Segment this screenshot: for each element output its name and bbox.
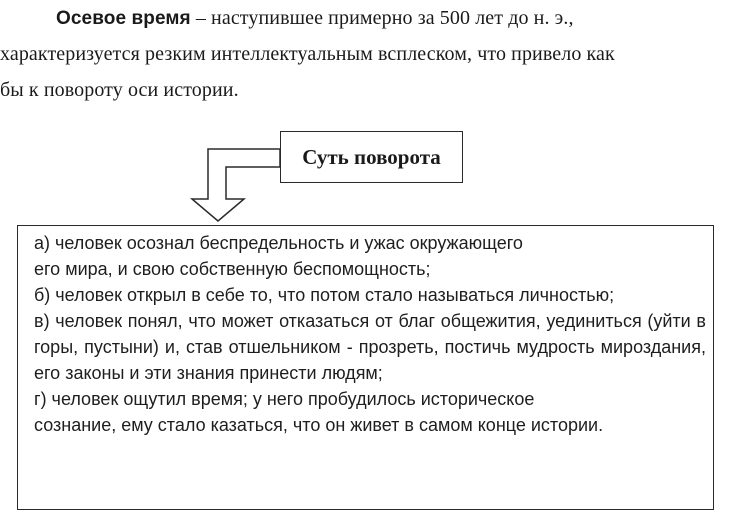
intro-line-2: характеризуется резким интеллектуальным всплеском, что привело как [0,43,615,65]
list-item-a: а) человек осознал беспредельность и ужас окружающего его мира, и свою собственную беспомощность; [34,233,523,279]
intro-paragraph [0,0,742,108]
intro-line-3: бы к повороту оси истории. [0,79,239,101]
intro-line-1-rest: – наступившее примерно за 500 лет до н. э., [190,7,574,29]
intro-line-1 [0,0,742,36]
heading-text: Суть поворота [302,144,441,169]
heading-box [280,131,463,183]
turn-items-list [34,230,706,438]
list-item-b: б) человек открыл в себе то, что потом стало называться личностью; [34,285,615,305]
list-item-c: в) человек понял, что может отказаться от благ общежития, уединиться (уйти в горы, пустыни) и, став отшельником - прозреть, постичь мудрость мироздания, его законы и эти знания принести людям; [34,311,706,383]
list-item-d: г) человек ощутил время; у него пробудилось историческое сознание, ему стало казаться, что он живет в самом конце истории. [34,389,604,435]
term-axial-age: Осевое время [56,8,191,29]
down-arrow-icon [188,145,284,225]
